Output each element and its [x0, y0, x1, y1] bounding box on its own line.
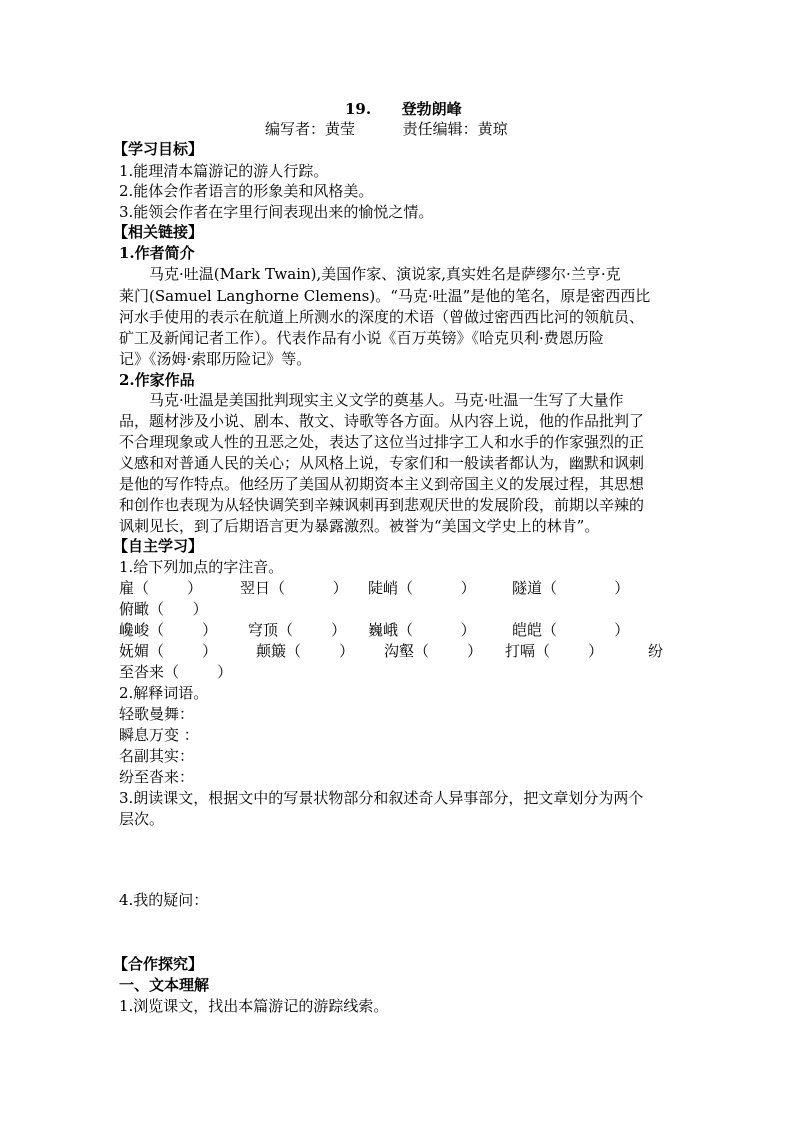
- goal-item: 3.能领会作者在字里行间表现出来的愉悦之情。: [119, 203, 434, 221]
- question-2: 2.解释词语。: [119, 684, 209, 702]
- pinyin-blank[interactable]: 妩媚（ ）: [119, 642, 218, 660]
- goal-item: 1.能理清本篇游记的游人行踪。: [119, 162, 329, 180]
- pinyin-blank[interactable]: 打嗝（ ）: [505, 642, 604, 660]
- term-answer[interactable]: 纷至沓来：: [119, 768, 195, 786]
- cooperate-heading: 【合作探究】: [113, 955, 204, 973]
- works-line: 义感和对普通人民的关心；从风格上说，专家们和一般读者都认为，幽默和讽刺: [119, 454, 645, 472]
- question-1: 1.给下列加点的字注音。: [119, 558, 284, 576]
- pinyin-blank[interactable]: 陡峭（ ）: [368, 579, 476, 597]
- works-line: 和创作也表现为从轻快调笑到辛辣讽刺再到悲观厌世的发展阶段，前期以辛辣的: [119, 496, 645, 514]
- pinyin-blank[interactable]: 雇（ ）: [119, 579, 203, 597]
- lesson-title: [345, 98, 462, 120]
- author-intro-line: 记》《汤姆·索耶历险记》等。: [119, 350, 312, 368]
- pinyin-blank[interactable]: 巍峨（ ）: [368, 621, 476, 639]
- lesson-number: 19.: [345, 100, 372, 118]
- term-answer[interactable]: 名副其实：: [119, 747, 195, 765]
- works-line: 是他的写作特点。他经历了美国从初期资本主义到帝国主义的发展过程，其思想: [119, 475, 645, 493]
- pinyin-blank[interactable]: 巉峻（ ）: [119, 621, 218, 639]
- links-heading: 【相关链接】: [113, 223, 204, 241]
- pinyin-blank[interactable]: 沟壑（ ）: [384, 642, 483, 660]
- author-intro-line: 河水手使用的表示在航道上所测水的深度的术语（曾做过密西西比河的领航员、: [119, 308, 645, 326]
- goals-heading: 【学习目标】: [113, 140, 204, 158]
- pinyin-blank[interactable]: 穹顶（ ）: [248, 621, 347, 639]
- pinyin-blank[interactable]: 皑皑（ ）: [512, 621, 630, 639]
- author-intro-heading: 1.作者简介: [119, 244, 195, 262]
- author-intro-line: 莱门(Samuel Langhorne Clemens)。“马克·吐温”是他的笔名，原是密西西比: [119, 287, 651, 305]
- author-intro-line: 矿工及新闻记者工作）。代表作品有小说《百万英镑》《哈克贝利·费恩历险: [119, 329, 604, 347]
- authors-line: 编写者：黄莹 责任编辑：黄琼: [265, 120, 508, 138]
- self-study-heading: 【自主学习】: [113, 537, 204, 555]
- term-answer[interactable]: 瞬息万变 ：: [119, 726, 199, 744]
- text-understanding-heading: 一、文本理解: [119, 976, 210, 994]
- lesson-title-text: 登勃朗峰: [401, 100, 462, 118]
- pinyin-blank[interactable]: 至沓来（ ）: [119, 663, 233, 681]
- pinyin-blank[interactable]: 翌日（ ）: [240, 579, 348, 597]
- question-4[interactable]: 4.我的疑问：: [119, 891, 209, 909]
- cooperate-question-1[interactable]: 1.浏览课文，找出本篇游记的游踪线索。: [119, 997, 389, 1015]
- author-intro-line: 马克·吐温(Mark Twain),美国作家、演说家,真实姓名是萨缪尔·兰亨·克: [149, 265, 621, 283]
- pinyin-blank[interactable]: 俯瞰（ ）: [119, 600, 208, 618]
- works-heading: 2.作家作品: [119, 371, 195, 389]
- works-line: 品，题材涉及小说、剧本、散文、诗歌等各方面。从内容上说，他的作品批判了: [119, 412, 645, 430]
- question-3: 3.朗读课文，根据文中的写景状物部分和叙述奇人异事部分，把文章划分为两个: [119, 789, 644, 807]
- goal-item: 2.能体会作者语言的形象美和风格美。: [119, 182, 374, 200]
- pinyin-blank[interactable]: 隧道（ ）: [512, 579, 630, 597]
- pinyin-blank[interactable]: 颠簸（ ）: [256, 642, 355, 660]
- question-3-continued: 层次。: [119, 810, 165, 828]
- pinyin-word-fragment: 纷: [648, 642, 664, 660]
- works-line: 不合理现象或人性的丑恶之处，表达了这位当过排字工人和水手的作家强烈的正: [119, 433, 645, 451]
- works-line: 马克·吐温是美国批判现实主义文学的奠基人。马克·吐温一生写了大量作: [149, 391, 624, 409]
- works-line: 讽刺见长，到了后期语言更为暴露激烈。被誉为“美国文学史上的林肯”。: [119, 517, 600, 535]
- term-answer[interactable]: 轻歌曼舞：: [119, 705, 195, 723]
